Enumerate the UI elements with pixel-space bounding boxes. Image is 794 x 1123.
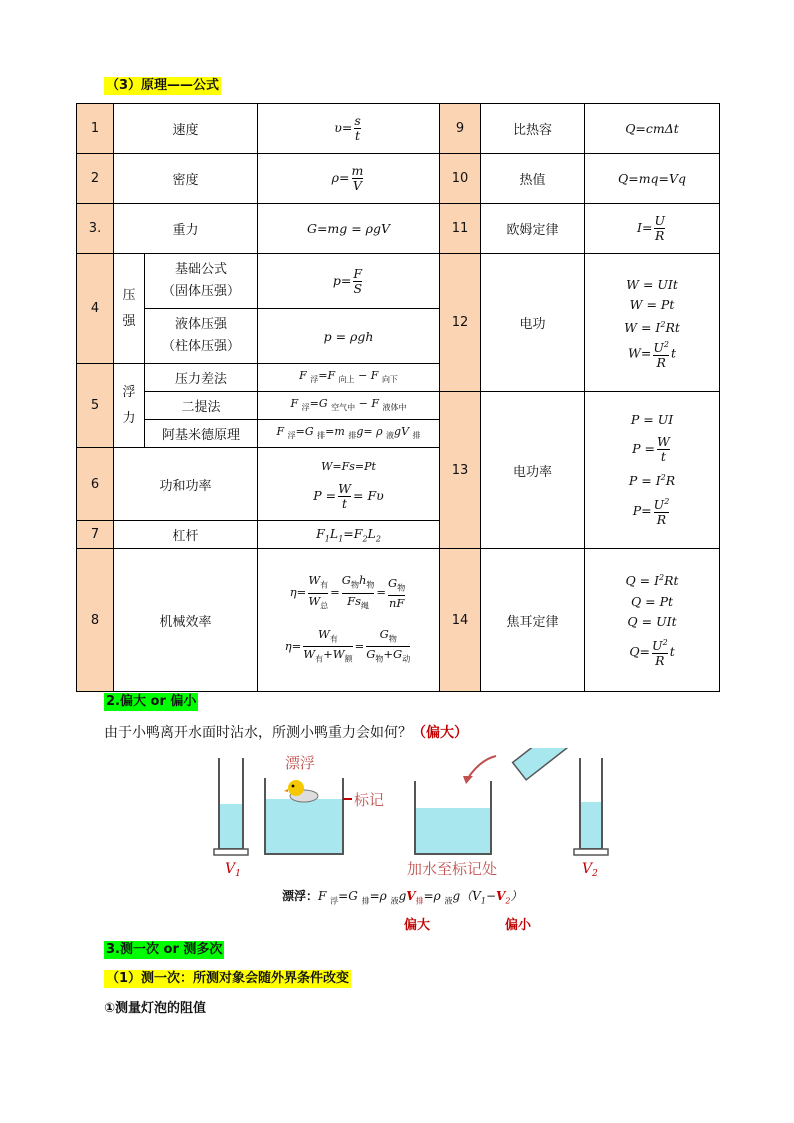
- formula-speed: υ= $\frac{s}{t}$: [258, 104, 440, 154]
- quantity-name: 杠杆: [114, 521, 258, 549]
- formula-efficiency: η= $W_有$ $W_总$ = $G_物h_物$ $Fs_绳$ = $G_物$ nF η= $W_有$ $W_有+W_额$ = $G_物$ $G_物+G_动$: [258, 549, 440, 692]
- pour-arrow-icon: [468, 756, 496, 778]
- quantity-name: 欧姆定律: [481, 204, 585, 254]
- add-water-label: 加水至标记处: [407, 860, 498, 878]
- formula-heat-value: Q=mq=Vq: [585, 154, 720, 204]
- sub-name: 二提法: [145, 392, 258, 420]
- float-label: 漂浮: [285, 754, 316, 772]
- quantity-name: 电功: [481, 254, 585, 392]
- row-number: 7: [77, 521, 114, 549]
- formula-electric-work: W = UIt W = Pt $W = I^2Rt$ W= $\frac{U^2}{R}$ t: [585, 254, 720, 392]
- sub-name: 阿基米德原理: [145, 420, 258, 448]
- section-heading-formulas: （3）原理——公式: [106, 78, 220, 93]
- table-row: [77, 392, 720, 420]
- table-row: [77, 104, 720, 154]
- formula-gravity: G=mg = ρgV: [258, 204, 440, 254]
- group-label-pressure: 压 强: [114, 254, 145, 364]
- row-number: 4: [77, 254, 114, 364]
- table-row: [77, 549, 720, 692]
- row-number: 12: [440, 254, 481, 392]
- water-tank: [265, 778, 343, 854]
- formula-lever: $F_1L_1=F_2L_2$: [258, 521, 440, 549]
- formula-work-power: W=Fs=Pt P = $\frac{W}{t}$ = Fυ: [258, 448, 440, 521]
- section-heading-bias: 2.偏大 or 偏小: [106, 694, 197, 709]
- quantity-name: 速度: [114, 104, 258, 154]
- row-number: 9: [440, 104, 481, 154]
- quantity-name: 功和功率: [114, 448, 258, 521]
- formula-specific-heat: Q=cmΔt: [585, 104, 720, 154]
- cylinder-v1: [214, 758, 248, 855]
- row-number: 10: [440, 154, 481, 204]
- bias-big-label: 偏大: [404, 918, 431, 933]
- answer-text: （偏大）: [412, 725, 468, 741]
- quantity-name: 密度: [114, 154, 258, 204]
- formula-table: [76, 103, 720, 692]
- quantity-name: 机械效率: [114, 549, 258, 692]
- row-number: 1: [77, 104, 114, 154]
- table-row: [77, 154, 720, 204]
- row-number: 6: [77, 448, 114, 521]
- formula-electric-power: P = UI P = $\frac{W}{t}$ $P = I^2R$ P= $\frac{U^2}{R}$: [585, 392, 720, 549]
- quantity-name: 重力: [114, 204, 258, 254]
- mark-label: 标记: [354, 791, 385, 809]
- question-text: 由于小鸭离开水面时沾水，所测小鸭重力会如何？（偏大）: [104, 725, 468, 741]
- formula-liquid-pressure: p = ρgh: [258, 309, 440, 364]
- formula-pressure: p= $\frac{F}{S}$: [258, 254, 440, 309]
- quantity-name: 电功率: [481, 392, 585, 549]
- quantity-name: 热值: [481, 154, 585, 204]
- pouring-cylinder: [509, 748, 588, 785]
- buoyancy-formula-line: 漂浮：F $_浮$=G $_排$=ρ $_液gV_排=\rho$ $_液g(V_1-V_2)$: [282, 889, 523, 906]
- quantity-name: 比热容: [481, 104, 585, 154]
- beaker-refill: [415, 781, 491, 854]
- bias-small-label: 偏小: [505, 918, 532, 933]
- row-number: 2: [77, 154, 114, 204]
- sub-name: 基础公式 （固体压强）: [145, 254, 258, 309]
- duck-icon: [284, 780, 318, 802]
- sub-heading-measure-once: （1）测一次：所测对象会随外界条件改变: [106, 971, 350, 986]
- group-label-buoyancy: 浮 力: [114, 364, 145, 448]
- formula-archimedes: F $_浮$=G $_排$=m $_排$g= ρ $_液$gV $_排$: [258, 420, 440, 448]
- table-row: [77, 204, 720, 254]
- row-number: 5: [77, 364, 114, 448]
- row-number: 14: [440, 549, 481, 692]
- experiment-figure: [200, 748, 610, 883]
- sub-name: 压力差法: [145, 364, 258, 392]
- row-number: 3.: [77, 204, 114, 254]
- arrow-head-icon: [463, 776, 473, 784]
- formula-ohm: I= $\frac{U}{R}$: [585, 204, 720, 254]
- formula-pressure-difference: F $_浮$=F $_{向上}$ − F $_{向下}$: [258, 364, 440, 392]
- row-number: 11: [440, 204, 481, 254]
- sub-name: 液体压强 （柱体压强）: [145, 309, 258, 364]
- formula-joule: $Q = I^2Rt$ Q = Pt Q = UIt Q= $\frac{U^2}{R}$ t: [585, 549, 720, 692]
- quantity-name: 焦耳定律: [481, 549, 585, 692]
- v2-label: $V_2$: [582, 861, 598, 879]
- cylinder-v2: [574, 758, 608, 855]
- section-heading-measure-count: 3.测一次 or 测多次: [106, 942, 223, 957]
- table-row: [77, 254, 720, 309]
- formula-density: ρ= $\frac{m}{V}$: [258, 154, 440, 204]
- row-number: 8: [77, 549, 114, 692]
- v1-label: $V_1$: [225, 861, 241, 879]
- list-item: ①测量灯泡的阻值: [104, 1001, 207, 1016]
- formula-two-weighing: F $_浮$=G $_{空气中}$ − F $_{液体中}$: [258, 392, 440, 420]
- row-number: 13: [440, 392, 481, 549]
